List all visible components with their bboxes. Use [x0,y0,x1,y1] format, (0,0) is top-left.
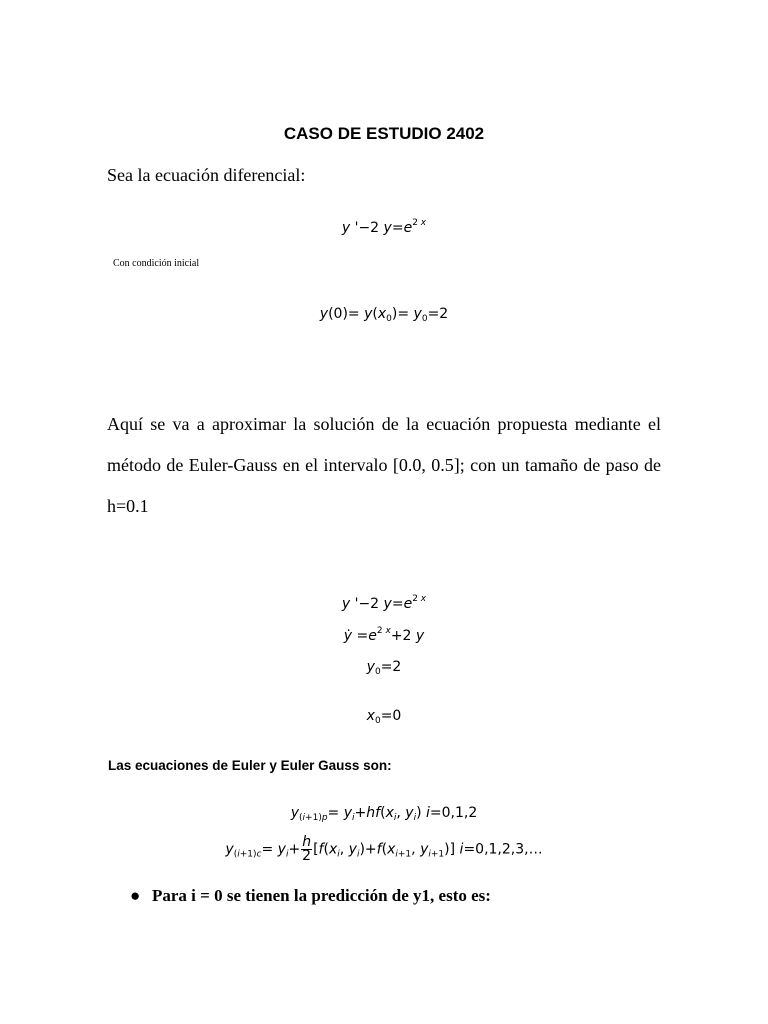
bullet-text: Para i = 0 se tienen la predicción de y1, esto es: [152,886,491,905]
paragraph-text: Aquí se va a aproximar la solución de la ecuación propuesta mediante el método de Euler-Gauss en el intervalo [0.0, 0.5]; con un tamaño de paso de h=0.1 [107,414,661,516]
equation-block-1: y '−2 $y=e^{2 x}$ [341,594,427,612]
equation-block-4: $x_0=0$ [366,708,402,726]
initial-condition-equation: $y(0)= y(x_0)= y_0=2$ [319,306,449,324]
description-paragraph [107,404,661,527]
euler-corrector-equation: $y_{(i+1)c}= y_i+$ $\frac{h}{2}$ [$f(x_i$, $y_i)+f(x_{i+1}$, $y_{i+1}$)] i=0,1,2,3,… [225,834,543,864]
euler-predictor-equation: $y_{(i+1)p}= y_i+hf(x_i$, $y_i$) i=0,1,2 [290,805,478,823]
equation-block-3: $y_0=2$ [366,659,402,677]
intro-text: Sea la ecuación diferencial: [107,165,306,185]
equation-block-2: ẏ $=e^{2 x}+2$ y [343,626,425,644]
document-title: CASO DE ESTUDIO 2402 [283,124,485,143]
bullet-item [130,886,491,906]
initial-condition-label: Con condición inicial [113,258,200,269]
bullet-icon: ● [130,886,141,905]
equation-main: y '−2 $y=e^{2 x}$ [341,218,427,236]
euler-subheading: Las ecuaciones de Euler y Euler Gauss son: [108,758,392,773]
